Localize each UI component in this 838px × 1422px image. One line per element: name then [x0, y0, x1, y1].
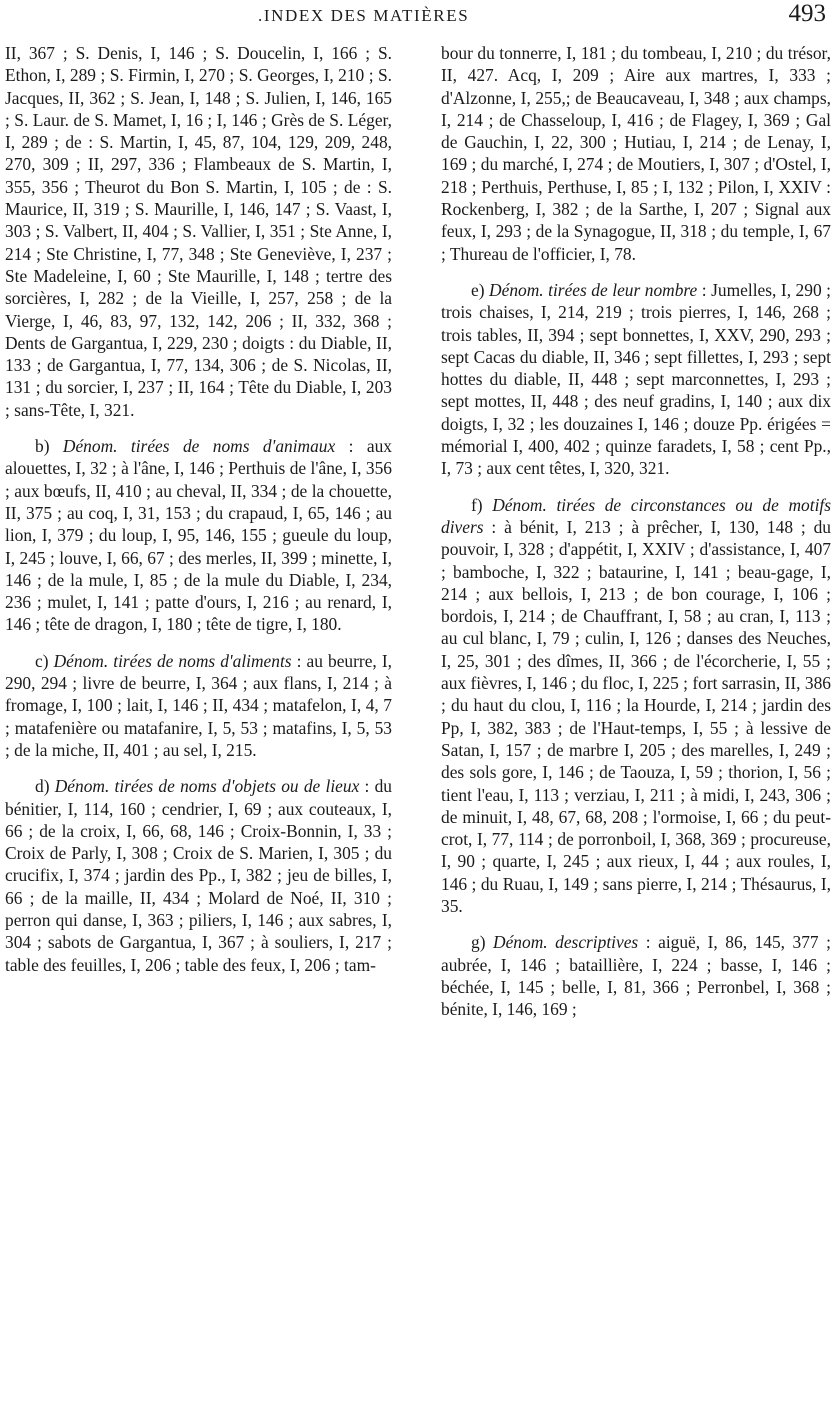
section-d-title: Dénom. tirées de noms d'objets ou de lieux — [54, 776, 360, 797]
page-header — [0, 0, 838, 40]
running-head: .INDEX DES MATIÈRES — [258, 6, 470, 25]
section-f-text: : à bénit, I, 213 ; à prêcher, I, 130, 148 ; du pouvoir, I, 328 ; d'appétit, I, XXIV ; d'assistance, I, 407 ; bamboche, I, 322 ; bataurine, I, 141 ; beau-gage, I, 214 ; aux bellois, I, 213 ; de bon courage, I, 106 ; bordois, I, 214 ; de Chauffrant, I, 58 ; au cran, I, 113 ; au cul blanc, I, 79 ; culin, I, 126 ; danses des Neuches, I, 25, 301 ; des dîmes, II, 366 ; de l'écorcherie, I, 55 ; aux fièvres, I, 146 ; du floc, I, 225 ; fort sarrasin, II, 386 ; du haut du clou, I, 116 ; la Hourde, I, 214 ; jardin des Pp, I, 382, 383 ; de l'Haut-temps, I, 55 ; à lessive de Satan, I, 157 ; de marbre I, 205 ; des marelles, I, 249 ; des sols gore, I, 146 ; de Taouza, I, 59 ; thorion, I, 56 ; tient l'eau, I, 113 ; verziau, I, 211 ; à midi, I, 243, 306 ; de minuit, I, 48, 67, 68, 208 ; l'ormoise, I, 66 ; du peut-crot, I, 77, 114 ; de porronboil, I, 368, 369 ; procureuse, I, 90 ; quarte, I, 245 ; aux rieux, I, 44 ; aux roules, I, 146 ; du Ruau, I, 149 ; sans pierre, I, 214 ; Thésaurus, I, 35. — [441, 516, 831, 916]
section-f-circumstances — [441, 494, 831, 918]
section-g-title: Dénom. descriptives — [493, 932, 639, 953]
section-e-text: : Jumelles, I, 290 ; trois chaises, I, 214, 219 ; trois pierres, I, 146, 268 ; trois tables, II, 394 ; sept bonnettes, I, XXV, 290, 293 ; sept Cacas du diable, II, 346 ; sept fillettes, I, 293 ; sept hottes du diable, II, 448 ; sept marconnettes, I, 293 ; sept mottes, II, 448 ; des neuf gradins, I, 140 ; aux dix doigts, I, 32 ; les douzaines I, 146 ; douze Pp. érigées = mémorial I, 400, 402 ; quinze faradets, I, 58 ; cent Pp., I, 73 ; aux cent têtes, I, 320, 321. — [441, 279, 832, 479]
section-d-continuation: bour du tonnerre, I, 181 ; du tombeau, I, 210 ; du trésor, II, 427. Acq, I, 209 ; Aire aux martres, I, 333 ; d'Alzonne, I, 255,; de Beaucaveau, I, 348 ; aux champs, I, 214 ; de Chasseloup, I, 416 ; de Flagey, I, 369 ; Gal de Gauchin, I, 22, 300 ; Hutiau, I, 214 ; de Lenay, I, 169 ; du marché, I, 274 ; de Moutiers, I, 307 ; d'Ostel, I, 218 ; Perthuis, Perthuse, I, 85 ; I, 132 ; Pilon, I, XXIV : Rockenberg, I, 382 ; de la Sarthe, I, 207 ; Signal aux feux, I, 293 ; de la Synagogue, II, 318 ; du temple, I, 67 ; Thureau de l'officier, I, 78. — [441, 43, 831, 264]
section-g-text: : aiguë, I, 86, 145, 377 ; aubrée, I, 146 ; bataillière, I, 224 ; basse, I, 146 ; béchée, I, 145 ; belle, I, 81, 366 ; Perronbel, I, 368 ; bénite, I, 146, 169 ; — [441, 932, 831, 1020]
right-column — [441, 42, 831, 1020]
section-d-text: : du bénitier, I, 114, 160 ; cendrier, I, 69 ; aux couteaux, I, 66 ; de la croix, I, 66, 68, 146 ; Croix-Bonnin, I, 33 ; Croix de Parly, I, 308 ; Croix de S. Marien, I, 305 ; du crucifix, I, 374 ; jardin des Pp., I, 382 ; jeu de billes, I, 66 ; de la maille, II, 434 ; Molard de Noé, II, 310 ; perron qui danse, I, 363 ; piliers, I, 146 ; aux sabres, I, 304 ; sabots de Gargantua, I, 367 ; à souliers, I, 217 ; table des feuilles, I, 206 ; table des feux, I, 206 ; tam- — [5, 776, 392, 975]
section-e-number — [441, 279, 831, 480]
section-c-title: Dénom. tirées de noms d'aliments — [53, 650, 292, 671]
section-b-label: b) — [35, 436, 63, 457]
section-d-label: d) — [35, 776, 55, 797]
section-g-label: g) — [471, 932, 494, 953]
section-g-descriptive — [441, 931, 831, 1020]
section-f-label: f) — [471, 494, 493, 515]
section-c-food — [5, 650, 392, 761]
section-d-objects — [5, 775, 392, 976]
section-f-title: Dénom. tirées de circonstances ou de motifs divers — [441, 494, 831, 537]
section-b-title: Dénom. tirées de noms d'animaux — [62, 436, 336, 457]
section-c-label: c) — [35, 650, 54, 671]
left-column — [5, 42, 392, 976]
section-e-label: e) — [471, 279, 490, 300]
section-c-text: : au beurre, I, 290, 294 ; livre de beurre, I, 364 ; aux flans, I, 214 ; à fromage, I, 100 ; lait, I, 146 ; II, 434 ; matafelon, I, 4, 7 ; matafenière ou matafanire, I, 5, 53 ; matafins, I, 5, 53 ; de la miche, II, 401 ; au sel, I, 215. — [5, 650, 392, 760]
section-e-title: Dénom. tirées de leur nombre — [489, 279, 698, 300]
index-paragraph-continuation: II, 367 ; S. Denis, I, 146 ; S. Doucelin, I, 166 ; S. Ethon, I, 289 ; S. Firmin, I, 270 ; S. Georges, I, 210 ; S. Jacques, II, 362 ; S. Jean, I, 148 ; S. Julien, I, 146, 165 ; S. Laur. de S. Mamet, I, 16 ; I, 146 ; Grès de S. Léger, I, 289 ; de : S. Martin, I, 45, 87, 104, 129, 209, 248, 270, 309 ; II, 297, 336 ; Flambeaux de S. Martin, I, 355, 356 ; Theurot du Bon S. Martin, I, 105 ; de : S. Maurice, II, 319 ; S. Maurille, I, 146, 147 ; S. Vaast, I, 303 ; S. Valbert, II, 404 ; S. Vallier, I, 351 ; Ste Anne, I, 214 ; Ste Christine, I, 77, 348 ; Ste Geneviève, I, 237 ; Ste Madeleine, I, 60 ; Ste Maurille, I, 148 ; tertre des sorcières, I, 282 ; de la Vieille, I, 257, 258 ; de la Vierge, I, 46, 83, 97, 132, 142, 206 ; II, 332, 368 ; Dents de Gargantua, I, 229, 230 ; doigts : du Diable, II, 133 ; de Gargantua, I, 77, 134, 306 ; de S. Nicolas, II, 131 ; du sorcier, I, 237 ; II, 164 ; Tête du Diable, I, 203 ; sans-Tête, I, 321. — [5, 43, 392, 420]
section-b-animals — [5, 435, 392, 636]
section-b-text: : aux alouettes, I, 32 ; à l'âne, I, 146 ; Perthuis de l'âne, I, 356 ; aux bœufs, II, 410 ; au cheval, II, 334 ; de la chouette, II, 375 ; au coq, I, 31, 153 ; du crapaud, I, 65, 146 ; au lion, I, 379 ; du loup, I, 95, 146, 155 ; gueule du loup, I, 245 ; louve, I, 66, 67 ; des merles, II, 399 ; minette, I, 146 ; de la mule, I, 85 ; de la mule du Diable, I, 234, 236 ; mulet, I, 141 ; patte d'ours, I, 216 ; au renard, I, 146 ; tête de dragon, I, 180 ; tête de tigre, I, 180. — [5, 436, 392, 635]
page-number: 493 — [788, 0, 826, 27]
